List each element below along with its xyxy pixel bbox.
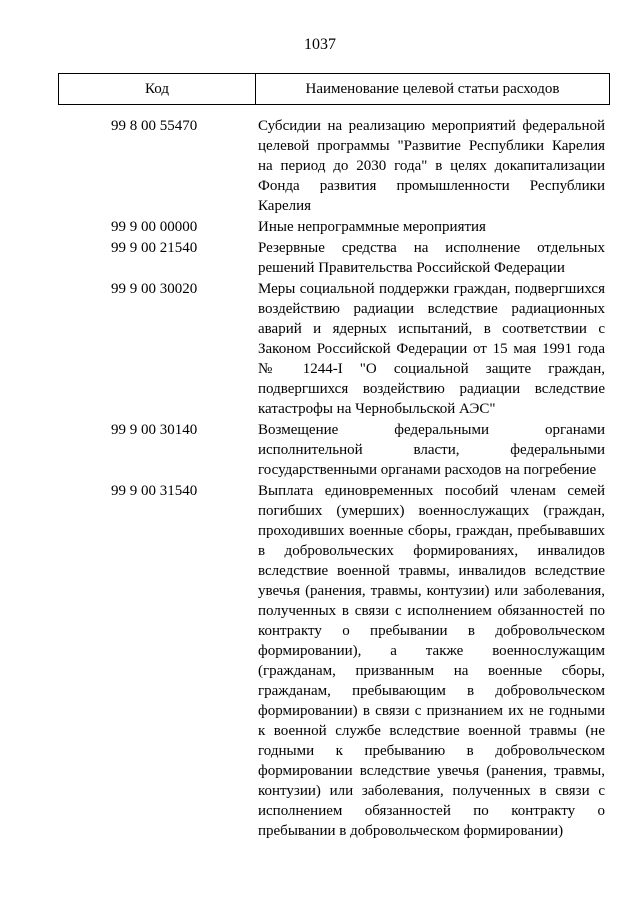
row-code: 99 9 00 31540	[111, 483, 198, 499]
table-row	[0, 420, 640, 480]
row-code: 99 9 00 30140	[111, 422, 198, 438]
row-description: Резервные средства на исполнение отдельных решений Правительства Российской Федерации	[258, 240, 605, 276]
row-code: 99 9 00 00000	[111, 219, 198, 235]
table-row	[0, 481, 640, 841]
row-description: Субсидии на реализацию мероприятий федеральной целевой программы "Развитие Республики Карелия на период до 2030 года" в целях докапитализации Фонда развития промышленности Республики Карелия	[258, 118, 605, 214]
row-code: 99 9 00 21540	[111, 240, 198, 256]
table-row	[0, 238, 640, 278]
row-description: Иные непрограммные мероприятия	[258, 219, 486, 235]
table-row	[0, 217, 640, 237]
table-body	[0, 116, 640, 841]
table-row	[0, 279, 640, 419]
row-description: Выплата единовременных пособий членам семей погибших (умерших) военнослужащих (граждан, проходивших военные сборы, граждан, пребывавших в добровольческих формированиях, инвалидов вследствие военной травмы, инвалидов вследствие увечья (ранения, травмы, контузии) или заболевания, полученных в связи с исполнением обязанностей по контракту о пребывании в добровольческом формировании), а также военнослужащим (гражданам, призванным на военные сборы, гражданам, пребывающим в добровольческом формировании) в связи с признанием их не годными к военной службе вследствие военной травмы (не годными к пребыванию в добровольческом формировании вследствие увечья (ранения, травмы, контузии) или заболевания, полученных в связи с исполнением обязанностей по контракту о пребывании в добровольческом формировании)	[258, 483, 605, 839]
header-name-column: Наименование целевой статьи расходов	[305, 80, 560, 97]
row-description: Меры социальной поддержки граждан, подвергшихся воздействию радиации вследствие радиационных аварий и ядерных испытаний, в соответствии с Законом Российской Федерации от 15 мая 1991 года № 1244-I "О социальной защите граждан, подвергшихся воздействию радиации вследствие катастрофы на Чернобыльской АЭС"	[258, 281, 605, 417]
row-code: 99 9 00 30020	[111, 281, 198, 297]
row-description: Возмещение федеральными органами исполнительной власти, федеральными государственными органами расходов на погребение	[258, 422, 605, 478]
table-row	[0, 116, 640, 216]
header-code-column: Код	[59, 74, 256, 104]
table-header	[58, 73, 610, 105]
page-number: 1037	[304, 36, 336, 53]
row-code: 99 8 00 55470	[111, 118, 198, 134]
